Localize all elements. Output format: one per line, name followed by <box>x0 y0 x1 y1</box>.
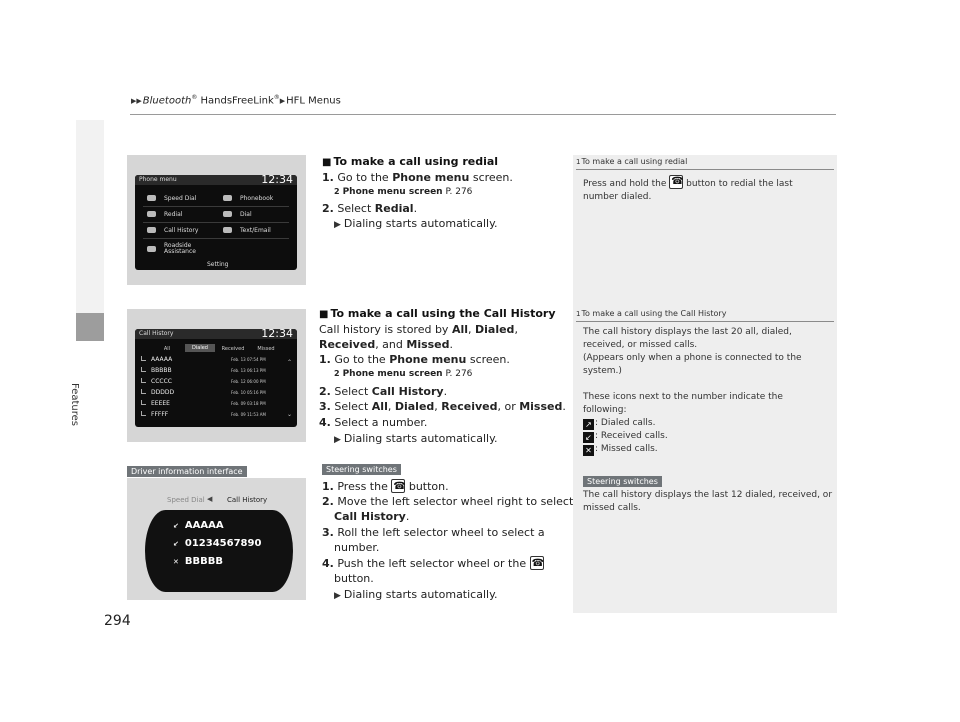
dialed-call-icon <box>141 378 146 383</box>
tab-all: All <box>163 346 171 352</box>
driver-info-interface-tag: Driver information interface <box>127 466 247 477</box>
call-history-intro-line2: Received, and Missed. <box>319 338 454 351</box>
dialed-call-icon <box>141 356 146 361</box>
steering-step-4-cont: button. <box>334 572 374 585</box>
dii-speed-dial-label: Speed Dial <box>167 496 205 504</box>
call-history-heading: ■ To make a call using the Call History <box>319 307 556 320</box>
call-history-icon <box>147 227 156 233</box>
menu-item-redial: Redial <box>147 211 182 218</box>
dii-chevron-icon: ◀ <box>207 495 213 503</box>
breadcrumb: ▶▶Bluetooth® HandsFreeLink®▶HFL Menus <box>131 94 341 107</box>
envelope-icon <box>223 227 232 233</box>
call-history-intro-line1: Call history is stored by All, Dialed, <box>319 323 518 336</box>
section-tab-marker <box>76 313 104 341</box>
section-label: Features <box>69 383 80 426</box>
dii-call-history-label: Call History <box>227 496 268 504</box>
result-arrow-icon: ▶ <box>334 591 341 601</box>
note-call-history-title: 1To make a call using the Call History <box>576 309 727 318</box>
reference-arrow-icon: 2 <box>334 187 340 196</box>
breadcrumb-arrow-icon: ▶▶ <box>131 97 142 106</box>
menu-item-text-email: Text/Email <box>223 227 271 234</box>
dialed-call-icon: ↗ <box>583 419 594 430</box>
phone-button-icon <box>391 479 405 493</box>
call-history-screenshot-frame <box>127 309 306 442</box>
tab-missed: Missed <box>257 346 275 352</box>
dialed-call-icon <box>141 367 146 372</box>
dialed-call-icon: ↙ <box>173 522 179 530</box>
steering-step-1: 1. Press the ☎ button. <box>322 479 449 494</box>
menu-divider <box>143 206 289 207</box>
phone-button-icon <box>669 175 683 189</box>
phone-menu-screen <box>135 175 297 270</box>
menu-item-setting: Setting <box>207 261 229 268</box>
note-redial-title: 1To make a call using redial <box>576 157 688 166</box>
screen-clock: 12:34 <box>261 175 293 186</box>
steering-step-3: 3. Roll the left selector wheel to select a <box>322 526 545 539</box>
driver-info-frame <box>127 478 306 600</box>
list-item: EEEEE Feb. 09 03:18 PM <box>141 400 271 407</box>
list-item: FFFFF Feb. 09 11:53 AM <box>141 411 271 418</box>
note-divider <box>576 321 834 322</box>
list-item: DDDDD Feb. 10 05:16 PM <box>141 389 271 396</box>
phone-button-icon <box>530 556 544 570</box>
note-divider <box>576 169 834 170</box>
tab-dialed: Dialed <box>185 344 215 352</box>
steering-switches-tag: Steering switches <box>322 464 401 475</box>
screen-title: Call History <box>139 330 174 337</box>
menu-item-phonebook: Phonebook <box>223 195 273 202</box>
steering-step-2: 2. Move the left selector wheel right to select <box>322 495 574 508</box>
speed-dial-icon <box>147 195 156 201</box>
page-number: 294 <box>104 613 131 629</box>
call-history-step-1: 1. Go to the Phone menu screen. <box>319 353 510 366</box>
steering-step-4: 4. Push the left selector wheel or the ☎ <box>322 556 544 571</box>
call-history-step-2: 2. Select Call History. <box>319 385 448 398</box>
dii-row: ↙ AAAAA <box>173 520 224 531</box>
phonebook-icon <box>223 195 232 201</box>
roadside-icon <box>147 246 156 252</box>
missed-call-icon: ✕ <box>173 558 179 566</box>
steering-step-2-cont: Call History. <box>334 510 410 523</box>
dii-row: ✕ BBBBB <box>173 556 223 567</box>
list-item: CCCCC Feb. 12 06:00 PM <box>141 378 271 385</box>
header-divider <box>130 114 836 115</box>
dialed-call-icon <box>141 411 146 416</box>
missed-call-icon: ✕ <box>583 445 594 456</box>
dii-display <box>145 510 293 592</box>
call-history-step-3: 3. Select All, Dialed, Received, or Missed. <box>319 400 566 413</box>
call-history-step-4: 4. Select a number. <box>319 416 428 429</box>
list-item: AAAAA Feb. 13 07:54 PM <box>141 356 271 363</box>
note-steering-tag: Steering switches <box>583 476 662 487</box>
redial-reference[interactable]: 2 Phone menu screen P. 276 <box>334 187 473 197</box>
scroll-down-icon: ⌄ <box>286 411 292 418</box>
menu-item-speed-dial: Speed Dial <box>147 195 196 202</box>
redial-step-1: 1. Go to the Phone menu screen. <box>322 171 513 184</box>
note-steering-body: The call history displays the last 12 dialed, received, or missed calls. <box>583 490 833 513</box>
redial-icon <box>147 211 156 217</box>
screen-clock: 12:34 <box>261 329 293 340</box>
steering-result: ▶ Dialing starts automatically. <box>334 588 498 601</box>
steering-step-3-cont: number. <box>334 541 380 554</box>
menu-item-dial: Dial <box>223 211 252 218</box>
breadcrumb-arrow-icon: ▶ <box>279 97 286 106</box>
redial-result: ▶ Dialing starts automatically. <box>334 217 498 230</box>
redial-heading: ■ To make a call using redial <box>322 155 499 168</box>
note-redial-body: Press and hold the ☎ button to redial the last number dialed. <box>583 175 833 204</box>
received-call-icon: ↙ <box>583 432 594 443</box>
dialed-call-icon: ↙ <box>173 540 179 548</box>
call-history-reference[interactable]: 2 Phone menu screen P. 276 <box>334 369 473 379</box>
result-arrow-icon: ▶ <box>334 435 341 445</box>
note-call-history-body: The call history displays the last 20 all, dialed, received, or missed calls. (Appears only when a phone is connected to the system.) These icons next to the number indicate the following: ↗ : Dialed calls. ↙ : Received calls. ✕ : Missed calls. <box>583 327 802 455</box>
reference-arrow-icon: 2 <box>334 369 340 378</box>
dialed-call-icon <box>141 389 146 394</box>
dii-row: ↙ 01234567890 <box>173 538 262 549</box>
call-history-result: ▶ Dialing starts automatically. <box>334 432 498 445</box>
screen-title: Phone menu <box>139 176 177 183</box>
redial-step-2: 2. Select Redial. <box>322 202 418 215</box>
menu-divider <box>143 222 289 223</box>
scroll-up-icon: ⌃ <box>286 359 292 366</box>
side-tab-background <box>76 120 104 313</box>
list-item: BBBBB Feb. 13 06:13 PM <box>141 367 271 374</box>
call-history-screen <box>135 329 297 427</box>
dialed-call-icon <box>141 400 146 405</box>
menu-divider <box>143 238 289 239</box>
tab-received: Received <box>221 346 245 352</box>
menu-item-roadside: Roadside Assistance <box>147 243 194 255</box>
phone-menu-screenshot-frame <box>127 155 306 285</box>
menu-item-call-history: Call History <box>147 227 198 234</box>
result-arrow-icon: ▶ <box>334 220 341 230</box>
keypad-icon <box>223 211 232 217</box>
